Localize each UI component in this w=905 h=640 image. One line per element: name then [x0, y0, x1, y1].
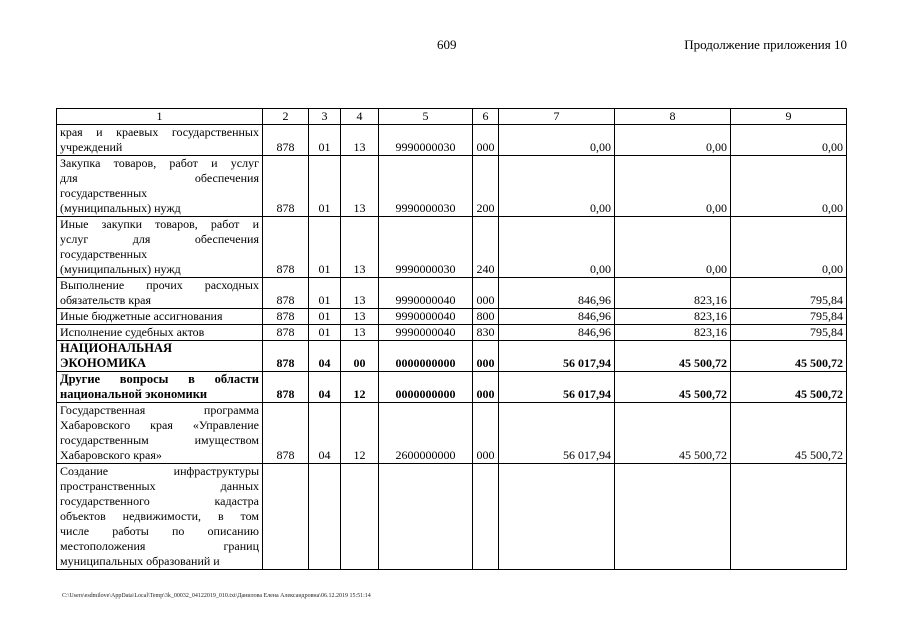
table-cell: 01 [309, 278, 341, 309]
table-cell: 9990000030 [379, 217, 473, 278]
description-line: Государственная программа [60, 403, 259, 417]
table-row [57, 341, 847, 372]
table-cell: 240 [473, 217, 499, 278]
table-cell: 0,00 [731, 217, 847, 278]
table-cell [731, 464, 847, 570]
table-row [57, 464, 847, 570]
table-header-row [57, 109, 847, 125]
table-cell: 878 [263, 217, 309, 278]
description-line: Создание инфраструктуры [60, 464, 259, 478]
footer-path: C:\Users\esdmilove\AppData\Local\Temp\3k_00032_04122019_010.txt\Данилова Елена Александровна\06.12.2019 15:51:14 [62, 593, 371, 599]
table-cell: 0,00 [499, 156, 615, 217]
table-cell: 56 017,94 [499, 403, 615, 464]
table-cell [341, 464, 379, 570]
table-row [57, 125, 847, 156]
table-cell: 0,00 [731, 156, 847, 217]
table-cell: 878 [263, 125, 309, 156]
table-row [57, 325, 847, 341]
row-description [57, 372, 263, 403]
table-cell: 45 500,72 [731, 403, 847, 464]
table-row [57, 217, 847, 278]
table-cell: 000 [473, 278, 499, 309]
table-cell [499, 464, 615, 570]
table-cell: 0,00 [615, 156, 731, 217]
table-cell: 0,00 [731, 125, 847, 156]
description-line: Хабаровского края «Управление [60, 418, 259, 432]
description-line: края и краевых государственных [60, 125, 259, 139]
description-line: услуг для обеспечения [60, 232, 259, 246]
row-description [57, 278, 263, 309]
table-cell [615, 464, 731, 570]
table-cell: 0,00 [499, 125, 615, 156]
table-cell: 13 [341, 309, 379, 325]
table-cell: 878 [263, 341, 309, 372]
table-row [57, 372, 847, 403]
table-cell: 13 [341, 156, 379, 217]
table-cell: 000 [473, 372, 499, 403]
table-row [57, 403, 847, 464]
table-cell [379, 464, 473, 570]
table-cell: 56 017,94 [499, 341, 615, 372]
table-cell: 846,96 [499, 325, 615, 341]
table-row [57, 309, 847, 325]
table-cell: 04 [309, 372, 341, 403]
description-line: государственным имуществом [60, 433, 259, 447]
column-header: 1 [57, 109, 263, 125]
column-header: 3 [309, 109, 341, 125]
table-cell: 846,96 [499, 278, 615, 309]
description-line: НАЦИОНАЛЬНАЯ [60, 341, 173, 355]
row-description [57, 325, 263, 341]
table-cell: 823,16 [615, 309, 731, 325]
description-line: муниципальных образований и [60, 554, 220, 568]
table-cell: 9990000040 [379, 325, 473, 341]
table-cell: 00 [341, 341, 379, 372]
description-line: местоположения границ [60, 539, 259, 553]
table-row [57, 278, 847, 309]
column-header: 5 [379, 109, 473, 125]
column-header: 2 [263, 109, 309, 125]
table-cell: 878 [263, 309, 309, 325]
table-cell: 9990000030 [379, 156, 473, 217]
table-row [57, 156, 847, 217]
table-cell: 13 [341, 125, 379, 156]
table-cell: 830 [473, 325, 499, 341]
table-cell: 13 [341, 217, 379, 278]
column-header: 7 [499, 109, 615, 125]
table-cell [263, 464, 309, 570]
table-cell: 01 [309, 309, 341, 325]
row-description [57, 464, 263, 570]
description-line: числе работы по описанию [60, 524, 259, 538]
description-line: Иные закупки товаров, работ и [60, 217, 259, 231]
table-cell: 04 [309, 341, 341, 372]
description-line: государственных [60, 247, 148, 261]
table-cell: 45 500,72 [731, 341, 847, 372]
table-cell: 12 [341, 372, 379, 403]
table-cell: 878 [263, 278, 309, 309]
table-cell: 13 [341, 325, 379, 341]
table-cell: 45 500,72 [615, 403, 731, 464]
column-header: 8 [615, 109, 731, 125]
table-cell: 823,16 [615, 325, 731, 341]
table-cell: 01 [309, 325, 341, 341]
page-number: 609 [437, 37, 457, 52]
table-cell: 2600000000 [379, 403, 473, 464]
table-cell: 200 [473, 156, 499, 217]
table-cell: 01 [309, 125, 341, 156]
table-cell: 01 [309, 156, 341, 217]
row-description [57, 217, 263, 278]
table-cell: 45 500,72 [615, 341, 731, 372]
table-cell: 9990000030 [379, 125, 473, 156]
table-cell: 01 [309, 217, 341, 278]
table-cell: 878 [263, 403, 309, 464]
description-line: Хабаровского края» [60, 448, 162, 462]
table-cell: 56 017,94 [499, 372, 615, 403]
table-cell: 0000000000 [379, 341, 473, 372]
table-cell: 795,84 [731, 309, 847, 325]
table-cell: 000 [473, 341, 499, 372]
table-cell: 04 [309, 403, 341, 464]
description-line: национальной экономики [60, 387, 208, 401]
row-description [57, 403, 263, 464]
description-line: (муниципальных) нужд [60, 262, 181, 276]
table-cell: 12 [341, 403, 379, 464]
row-description [57, 156, 263, 217]
row-description [57, 309, 263, 325]
description-line: государственного кадастра [60, 494, 259, 508]
column-header: 6 [473, 109, 499, 125]
table-cell: 846,96 [499, 309, 615, 325]
row-description [57, 341, 263, 372]
table-cell: 823,16 [615, 278, 731, 309]
table-cell: 878 [263, 325, 309, 341]
table-cell: 000 [473, 403, 499, 464]
table-cell: 878 [263, 156, 309, 217]
table-cell: 0,00 [499, 217, 615, 278]
description-line: ЭКОНОМИКА [60, 356, 147, 370]
column-header: 9 [731, 109, 847, 125]
description-line: Другие вопросы в области [60, 372, 259, 386]
table-cell: 9990000040 [379, 278, 473, 309]
description-line: обязательств края [60, 293, 152, 307]
row-description [57, 125, 263, 156]
description-line: Иные бюджетные ассигнования [60, 309, 223, 323]
table-cell: 878 [263, 372, 309, 403]
table-cell: 000 [473, 125, 499, 156]
table-cell: 795,84 [731, 325, 847, 341]
table-cell: 45 500,72 [731, 372, 847, 403]
table-cell: 13 [341, 278, 379, 309]
running-title: Продолжение приложения 10 [684, 37, 847, 52]
table-body [57, 125, 847, 570]
description-line: государственных [60, 186, 148, 200]
description-line: Исполнение судебных актов [60, 325, 205, 339]
description-line: пространственных данных [60, 479, 259, 493]
description-line: для обеспечения [60, 171, 259, 185]
description-line: учреждений [60, 140, 123, 154]
description-line: объектов недвижимости, в том [60, 509, 259, 523]
table-cell: 0000000000 [379, 372, 473, 403]
table-cell [473, 464, 499, 570]
table-cell: 0,00 [615, 217, 731, 278]
description-line: (муниципальных) нужд [60, 201, 181, 215]
budget-table [56, 108, 847, 570]
description-line: Закупка товаров, работ и услуг [60, 156, 259, 170]
description-line: Выполнение прочих расходных [60, 278, 259, 292]
table-cell: 795,84 [731, 278, 847, 309]
table-cell: 9990000040 [379, 309, 473, 325]
table-cell: 0,00 [615, 125, 731, 156]
table-cell: 800 [473, 309, 499, 325]
column-header: 4 [341, 109, 379, 125]
table-cell: 45 500,72 [615, 372, 731, 403]
table-cell [309, 464, 341, 570]
